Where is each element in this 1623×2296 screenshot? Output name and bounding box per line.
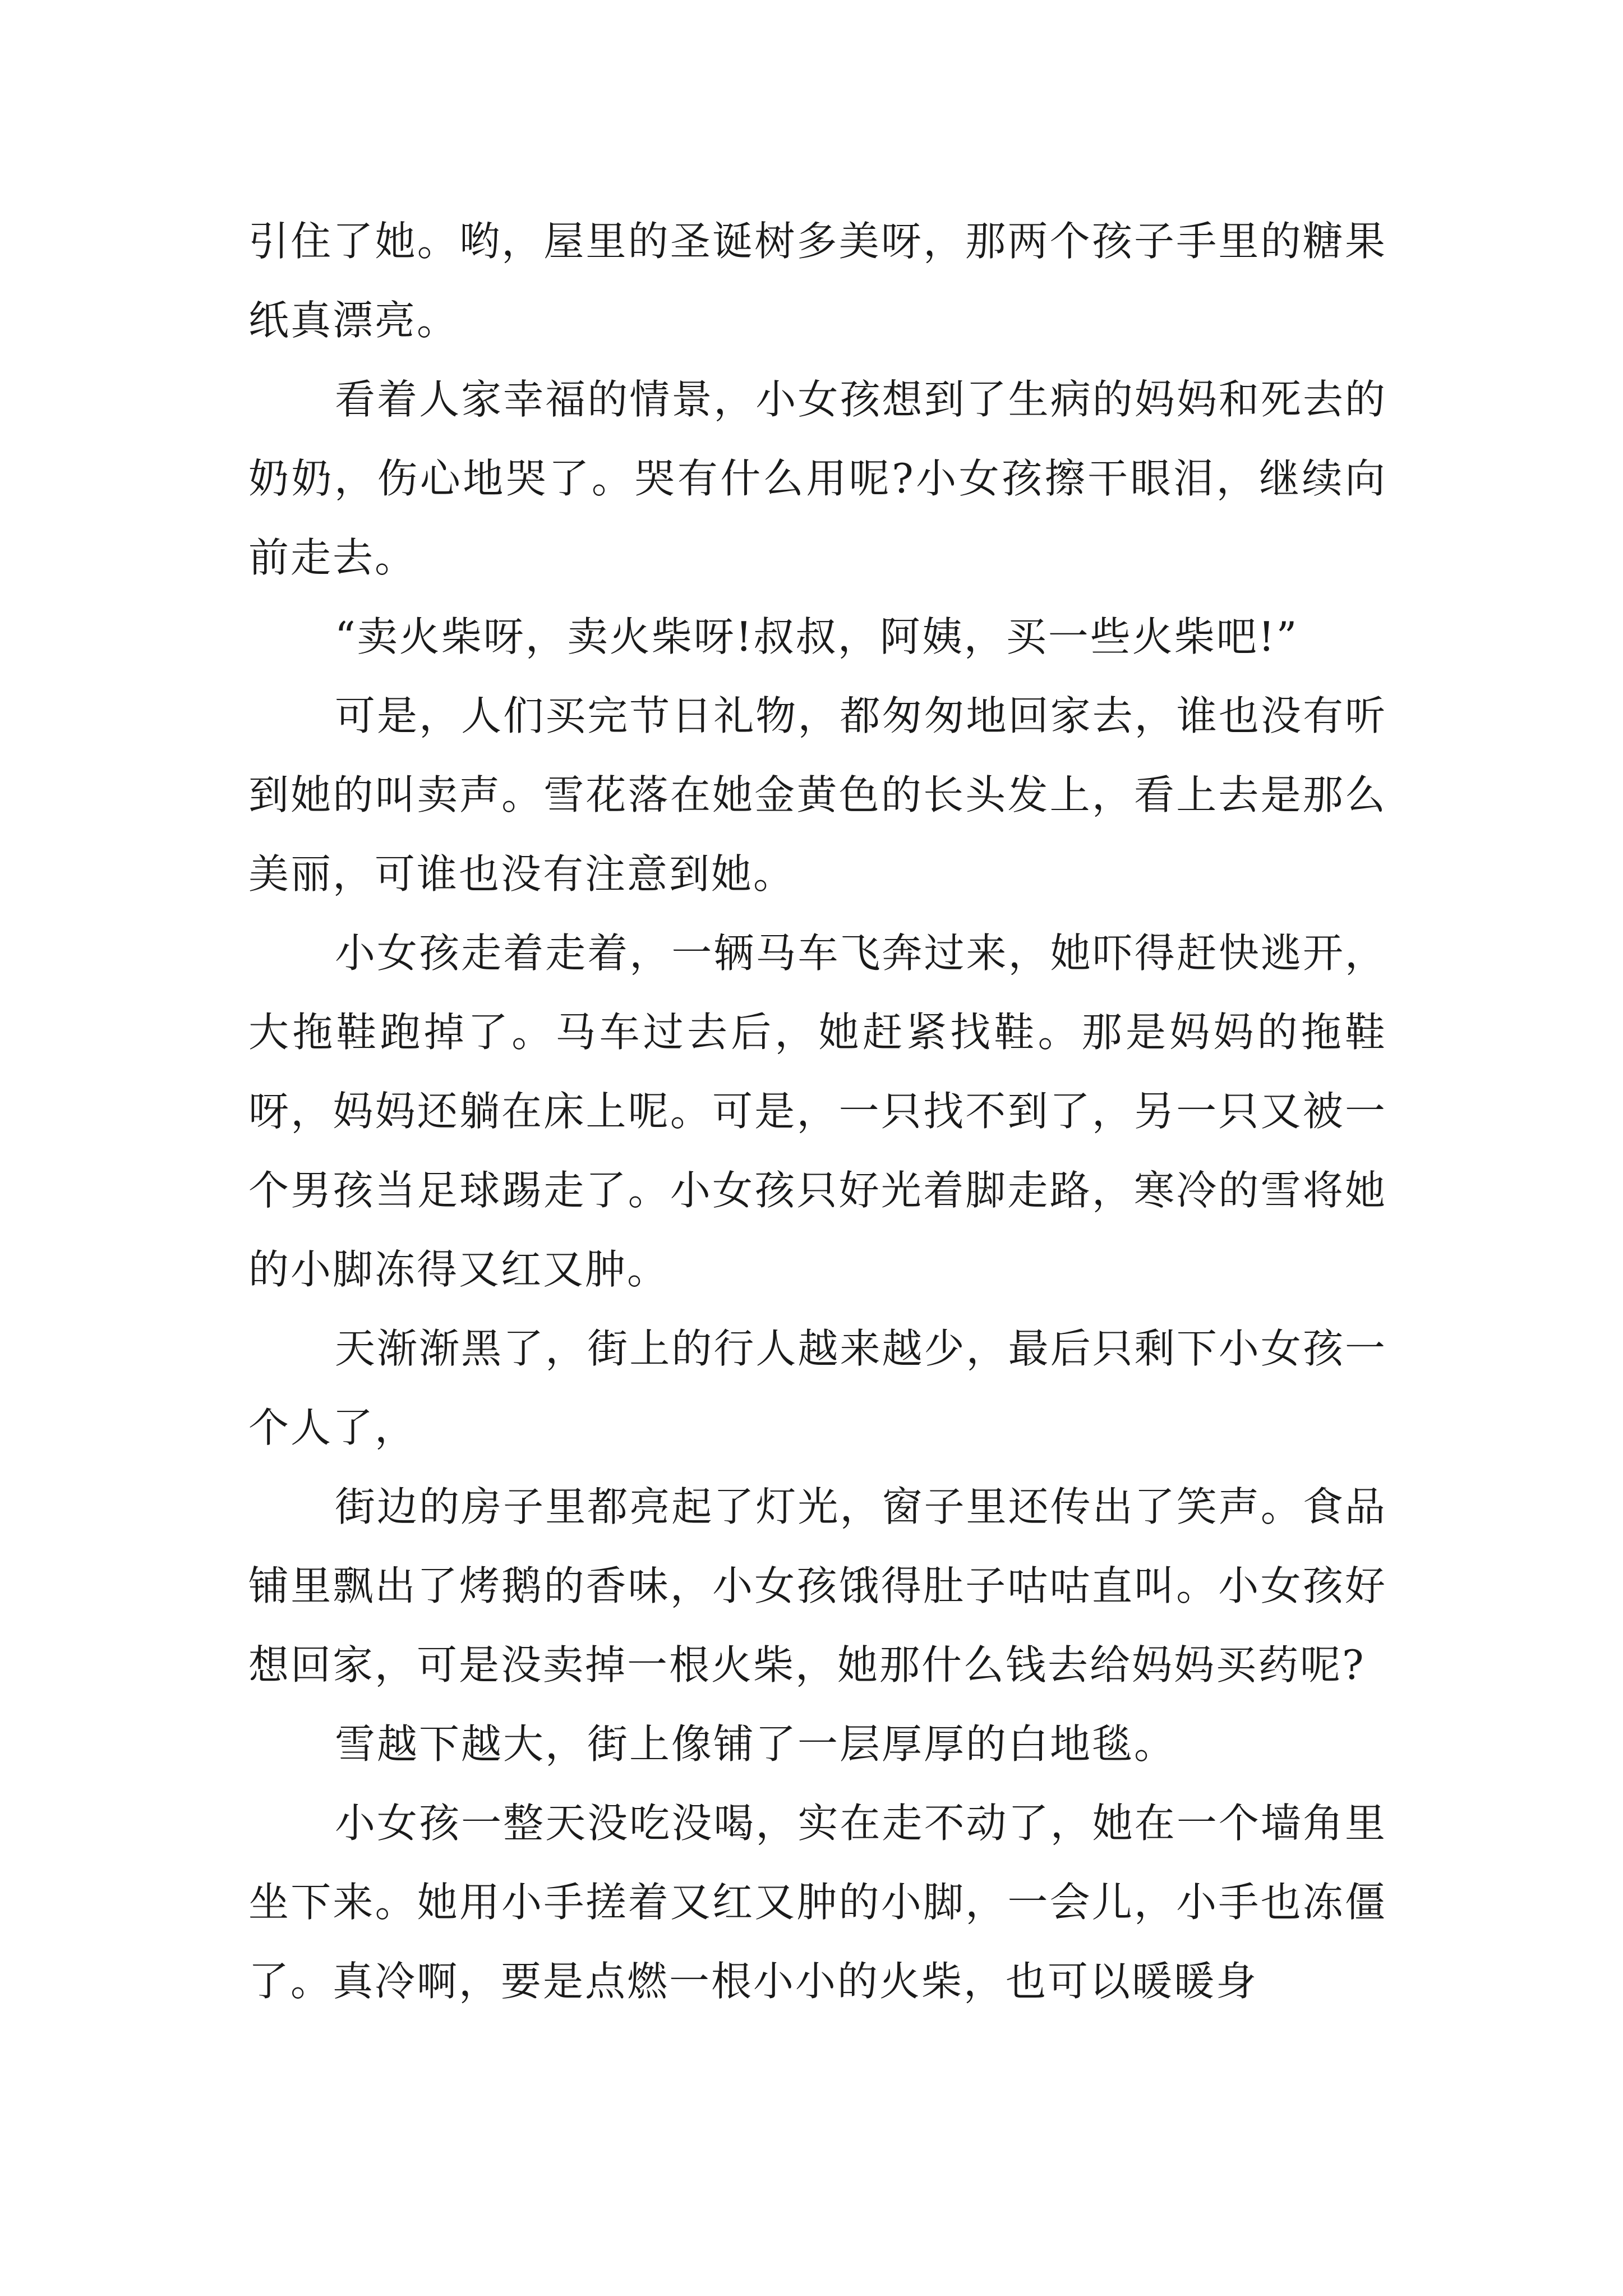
paragraph-9: 小女孩一整天没吃没喝，实在走不动了，她在一个墙角里坐下来。她用小手搓着又红又肿的小脚，一会儿，小手也冻僵了。真冷啊，要是点燃一根小小的火柴，也可以暖暖身 <box>248 1800 1387 2005</box>
paragraph-3: “卖火柴呀，卖火柴呀!叔叔，阿姨，买一些火柴吧!” <box>335 613 1299 660</box>
paragraph-2: 看着人家幸福的情景，小女孩想到了生病的妈妈和死去的奶奶，伤心地哭了。哭有什么用呢?小女孩擦干眼泪，继续向前走去。 <box>248 376 1387 581</box>
paragraph-8: 雪越下越大，街上像铺了一层厚厚的白地毯。 <box>335 1720 1177 1768</box>
body-text <box>248 202 1387 2021</box>
paragraph-6: 天渐渐黑了，街上的行人越来越少，最后只剩下小女孩一个人了， <box>248 1325 1387 1451</box>
paragraph-4: 可是，人们买完节日礼物，都匆匆地回家去，谁也没有听到她的叫卖声。雪花落在她金黄色的长头发上，看上去是那么美丽，可谁也没有注意到她。 <box>248 692 1387 898</box>
paragraph-7: 街边的房子里都亮起了灯光，窗子里还传出了笑声。食品铺里飘出了烤鹅的香味，小女孩饿得肚子咕咕直叫。小女孩好想回家，可是没卖掉一根火柴，她那什么钱去给妈妈买药呢? <box>248 1483 1387 1688</box>
paragraph-1: 引住了她。哟，屋里的圣诞树多美呀，那两个孩子手里的糖果纸真漂亮。 <box>248 218 1387 344</box>
paragraph-5: 小女孩走着走着，一辆马车飞奔过来，她吓得赶快逃开，大拖鞋跑掉了。马车过去后，她赶紧找鞋。那是妈妈的拖鞋呀，妈妈还躺在床上呢。可是，一只找不到了，另一只又被一个男孩当足球踢走了。小女孩只好光着脚走路，寒冷的雪将她的小脚冻得又红又肿。 <box>248 930 1387 1293</box>
